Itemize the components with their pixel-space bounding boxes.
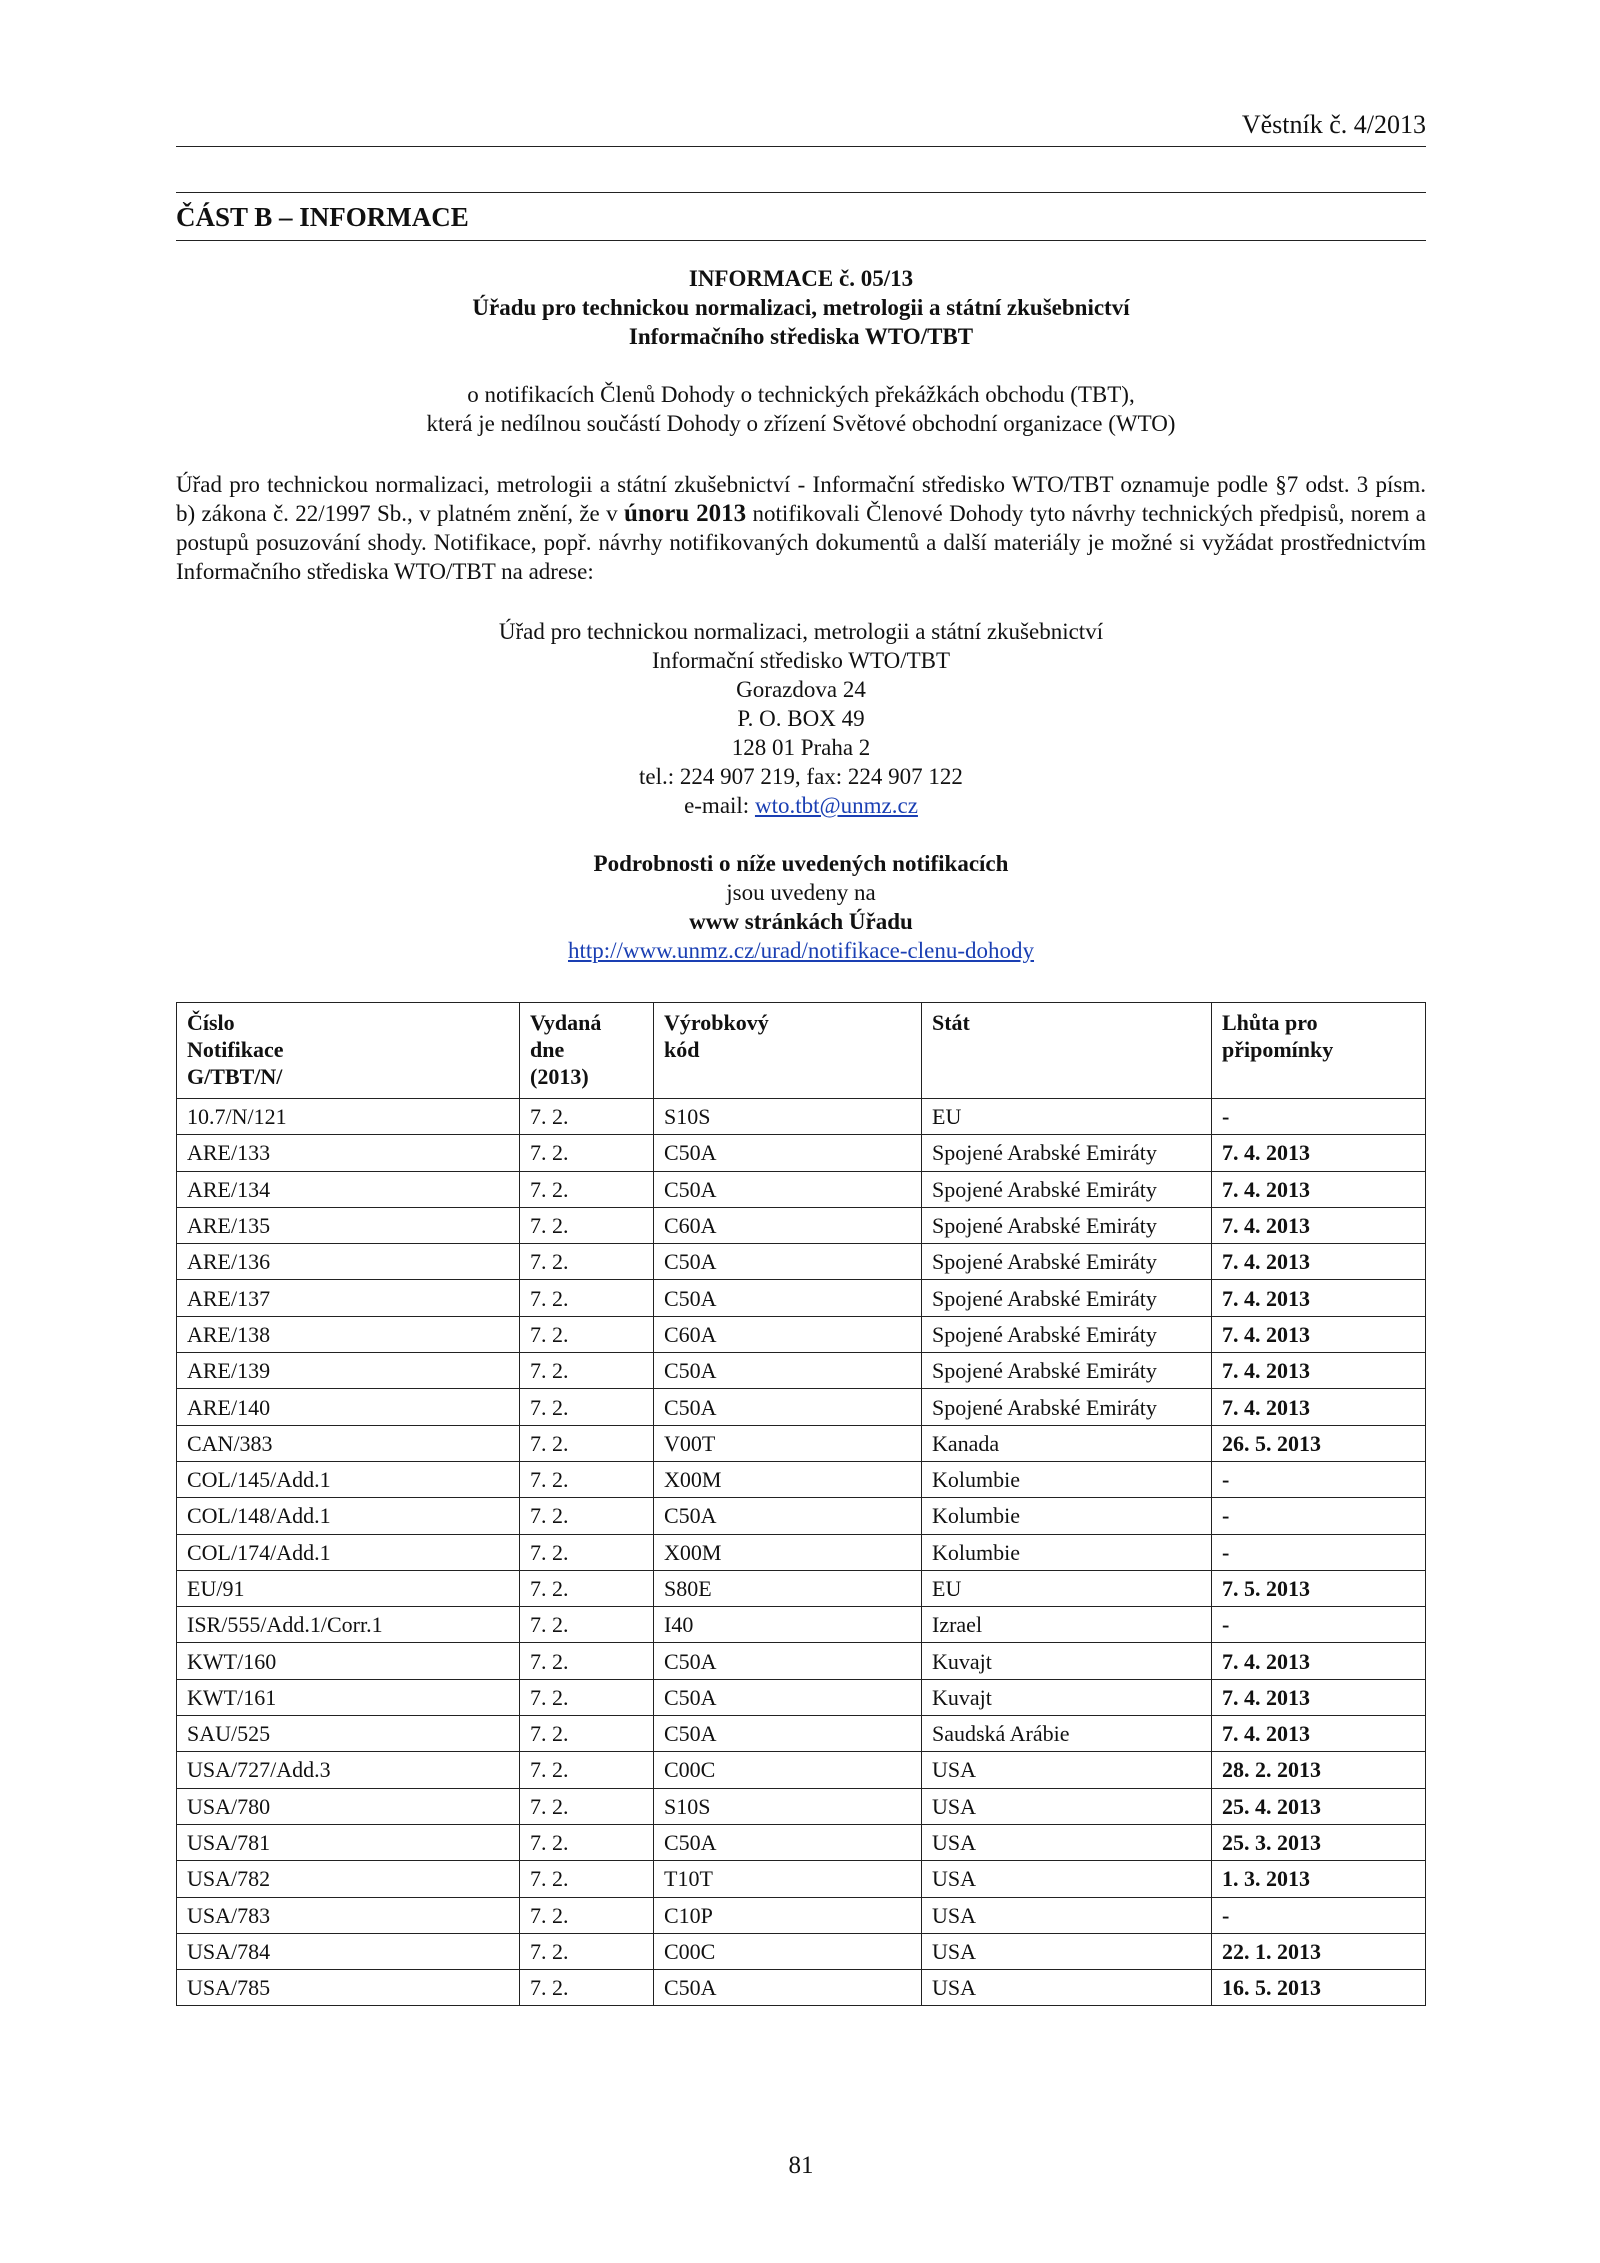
- subject-line-2: která je nedílnou součástí Dohody o zřízení Světové obchodní organizace (WTO): [426, 411, 1176, 436]
- table-row: [177, 1933, 1426, 1969]
- cell-country: USA: [922, 1861, 1212, 1897]
- address-line-4: P. O. BOX 49: [737, 706, 865, 731]
- cell-notification-number: COL/148/Add.1: [177, 1498, 520, 1534]
- section-rule-bottom: [176, 240, 1426, 241]
- cell-notification-number: COL/145/Add.1: [177, 1461, 520, 1497]
- email-line: [176, 791, 1426, 820]
- page-number: 81: [788, 2152, 814, 2179]
- cell-product-code: X00M: [654, 1534, 922, 1570]
- cell-deadline: 7. 4. 2013: [1212, 1280, 1426, 1316]
- cell-notification-number: SAU/525: [177, 1716, 520, 1752]
- cell-issued-date: 7. 2.: [520, 1643, 654, 1679]
- cell-country: Kolumbie: [922, 1498, 1212, 1534]
- cell-product-code: V00T: [654, 1425, 922, 1461]
- table-row: [177, 1171, 1426, 1207]
- table-row: [177, 1788, 1426, 1824]
- table-row: [177, 1752, 1426, 1788]
- cell-product-code: T10T: [654, 1861, 922, 1897]
- cell-notification-number: EU/91: [177, 1570, 520, 1606]
- table-row: [177, 1534, 1426, 1570]
- cell-country: USA: [922, 1752, 1212, 1788]
- cell-issued-date: 7. 2.: [520, 1280, 654, 1316]
- cell-issued-date: 7. 2.: [520, 1099, 654, 1135]
- cell-deadline: 7. 4. 2013: [1212, 1171, 1426, 1207]
- document-page: [176, 0, 1426, 2263]
- table-row: [177, 1897, 1426, 1933]
- header-country: [922, 1003, 1212, 1099]
- cell-deadline: 7. 4. 2013: [1212, 1353, 1426, 1389]
- cell-country: Spojené Arabské Emiráty: [922, 1207, 1212, 1243]
- cell-country: Spojené Arabské Emiráty: [922, 1316, 1212, 1352]
- header-text: připomínky: [1222, 1037, 1334, 1062]
- cell-country: USA: [922, 1897, 1212, 1933]
- cell-issued-date: 7. 2.: [520, 1135, 654, 1171]
- cell-issued-date: 7. 2.: [520, 1498, 654, 1534]
- information-heading: [176, 264, 1426, 351]
- header-text: kód: [664, 1037, 700, 1062]
- table-row: [177, 1425, 1426, 1461]
- details-url-link[interactable]: http://www.unmz.cz/urad/notifikace-clenu-dohody: [567, 938, 1035, 963]
- cell-issued-date: 7. 2.: [520, 1207, 654, 1243]
- table-header-row: [177, 1003, 1426, 1099]
- cell-product-code: C50A: [654, 1679, 922, 1715]
- table-row: [177, 1970, 1426, 2006]
- details-line-3: www stránkách Úřadu: [689, 909, 913, 934]
- header-text: Výrobkový: [664, 1010, 769, 1035]
- cell-notification-number: KWT/160: [177, 1643, 520, 1679]
- cell-product-code: C10P: [654, 1897, 922, 1933]
- cell-notification-number: ARE/135: [177, 1207, 520, 1243]
- cell-country: Spojené Arabské Emiráty: [922, 1280, 1212, 1316]
- cell-issued-date: 7. 2.: [520, 1534, 654, 1570]
- details-block: [176, 849, 1426, 965]
- cell-deadline: 28. 2. 2013: [1212, 1752, 1426, 1788]
- running-head: Věstník č. 4/2013: [1241, 110, 1426, 139]
- header-text: (2013): [530, 1064, 589, 1089]
- cell-country: Kolumbie: [922, 1534, 1212, 1570]
- subject-line-1: o notifikacích Členů Dohody o technických překážkách obchodu (TBT),: [467, 382, 1135, 407]
- table-row: [177, 1607, 1426, 1643]
- cell-notification-number: USA/727/Add.3: [177, 1752, 520, 1788]
- details-line-2: jsou uvedeny na: [726, 880, 876, 905]
- cell-deadline: 7. 4. 2013: [1212, 1679, 1426, 1715]
- cell-product-code: S10S: [654, 1099, 922, 1135]
- cell-country: Spojené Arabské Emiráty: [922, 1244, 1212, 1280]
- table-row: [177, 1135, 1426, 1171]
- cell-product-code: C50A: [654, 1135, 922, 1171]
- table-row: [177, 1099, 1426, 1135]
- header-text: Notifikace: [187, 1037, 284, 1062]
- cell-notification-number: ARE/134: [177, 1171, 520, 1207]
- cell-product-code: C00C: [654, 1752, 922, 1788]
- address-line-1: Úřad pro technickou normalizaci, metrologii a státní zkušebnictví: [498, 619, 1104, 644]
- cell-issued-date: 7. 2.: [520, 1607, 654, 1643]
- cell-country: Spojené Arabské Emiráty: [922, 1389, 1212, 1425]
- cell-issued-date: 7. 2.: [520, 1244, 654, 1280]
- header-product-code: [654, 1003, 922, 1099]
- cell-deadline: 7. 4. 2013: [1212, 1207, 1426, 1243]
- header-issued: [520, 1003, 654, 1099]
- header-text: Vydaná: [530, 1010, 602, 1035]
- cell-notification-number: USA/780: [177, 1788, 520, 1824]
- cell-product-code: I40: [654, 1607, 922, 1643]
- address-block: [176, 617, 1426, 820]
- cell-issued-date: 7. 2.: [520, 1861, 654, 1897]
- cell-deadline: -: [1212, 1897, 1426, 1933]
- intro-text-end: notifikovali Členové Dohody tyto návrhy technických předpisů, norem a postupů posuzování shody. Notifikace, popř. návrhy notifikovaných dokumentů a další materiály je možné si vyžádat prostřednictvím Informačního střediska WTO/TBT na adrese:: [176, 501, 1426, 584]
- cell-deadline: 7. 4. 2013: [1212, 1389, 1426, 1425]
- cell-notification-number: ARE/140: [177, 1389, 520, 1425]
- cell-issued-date: 7. 2.: [520, 1171, 654, 1207]
- cell-issued-date: 7. 2.: [520, 1716, 654, 1752]
- cell-issued-date: 7. 2.: [520, 1389, 654, 1425]
- cell-notification-number: ARE/136: [177, 1244, 520, 1280]
- header-text: G/TBT/N/: [187, 1064, 283, 1089]
- cell-notification-number: USA/781: [177, 1824, 520, 1860]
- table-row: [177, 1461, 1426, 1497]
- cell-issued-date: 7. 2.: [520, 1316, 654, 1352]
- email-prefix: e-mail:: [684, 793, 755, 818]
- cell-deadline: 7. 5. 2013: [1212, 1570, 1426, 1606]
- cell-country: Kanada: [922, 1425, 1212, 1461]
- cell-deadline: -: [1212, 1099, 1426, 1135]
- table-row: [177, 1207, 1426, 1243]
- cell-deadline: 16. 5. 2013: [1212, 1970, 1426, 2006]
- cell-deadline: 22. 1. 2013: [1212, 1933, 1426, 1969]
- cell-product-code: C50A: [654, 1171, 922, 1207]
- cell-country: EU: [922, 1570, 1212, 1606]
- table-row: [177, 1280, 1426, 1316]
- intro-emphasis-month: únoru 2013: [623, 500, 747, 527]
- header-deadline: [1212, 1003, 1426, 1099]
- cell-notification-number: USA/783: [177, 1897, 520, 1933]
- cell-issued-date: 7. 2.: [520, 1970, 654, 2006]
- cell-deadline: 25. 3. 2013: [1212, 1824, 1426, 1860]
- cell-notification-number: ARE/133: [177, 1135, 520, 1171]
- cell-country: Saudská Arábie: [922, 1716, 1212, 1752]
- cell-product-code: X00M: [654, 1461, 922, 1497]
- cell-country: Izrael: [922, 1607, 1212, 1643]
- cell-deadline: 7. 4. 2013: [1212, 1316, 1426, 1352]
- cell-notification-number: ARE/138: [177, 1316, 520, 1352]
- intro-text-start: Úřad pro technickou normalizaci, metrologii a státní zkušebnictví - Informační středisko WTO/TBT oznamuje podle §7 odst. 3 písm. b) zákona č. 22/1997 Sb., v platném znění, že v: [176, 472, 1426, 526]
- cell-country: USA: [922, 1824, 1212, 1860]
- table-row: [177, 1498, 1426, 1534]
- table-row: [177, 1643, 1426, 1679]
- cell-deadline: -: [1212, 1461, 1426, 1497]
- issuer-line-1: Úřadu pro technickou normalizaci, metrologii a státní zkušebnictví: [472, 295, 1130, 320]
- cell-notification-number: USA/785: [177, 1970, 520, 2006]
- table-row: [177, 1316, 1426, 1352]
- details-line-1: Podrobnosti o níže uvedených notifikacích: [593, 851, 1009, 876]
- header-text: Stát: [932, 1010, 970, 1035]
- header-text: Lhůta pro: [1222, 1010, 1318, 1035]
- cell-issued-date: 7. 2.: [520, 1461, 654, 1497]
- table-row: [177, 1716, 1426, 1752]
- cell-deadline: 26. 5. 2013: [1212, 1425, 1426, 1461]
- cell-product-code: C50A: [654, 1280, 922, 1316]
- intro-paragraph: [176, 470, 1426, 586]
- cell-product-code: C60A: [654, 1207, 922, 1243]
- table-row: [177, 1353, 1426, 1389]
- cell-notification-number: CAN/383: [177, 1425, 520, 1461]
- cell-product-code: C50A: [654, 1244, 922, 1280]
- cell-country: USA: [922, 1970, 1212, 2006]
- table-row: [177, 1861, 1426, 1897]
- address-line-6: tel.: 224 907 219, fax: 224 907 122: [639, 764, 963, 789]
- address-line-2: Informační středisko WTO/TBT: [651, 648, 951, 673]
- notifications-table: [176, 1002, 1426, 2006]
- cell-deadline: 7. 4. 2013: [1212, 1135, 1426, 1171]
- information-subject: [176, 380, 1426, 438]
- issuer-line-2: Informačního střediska WTO/TBT: [628, 324, 974, 349]
- section-title: ČÁST B – INFORMACE: [176, 202, 469, 232]
- cell-product-code: C50A: [654, 1389, 922, 1425]
- header-text: dne: [530, 1037, 565, 1062]
- cell-product-code: C50A: [654, 1353, 922, 1389]
- cell-notification-number: ARE/139: [177, 1353, 520, 1389]
- cell-issued-date: 7. 2.: [520, 1824, 654, 1860]
- cell-country: Spojené Arabské Emiráty: [922, 1353, 1212, 1389]
- cell-product-code: C50A: [654, 1824, 922, 1860]
- cell-deadline: 7. 4. 2013: [1212, 1244, 1426, 1280]
- address-line-5: 128 01 Praha 2: [731, 735, 871, 760]
- cell-deadline: 7. 4. 2013: [1212, 1643, 1426, 1679]
- cell-product-code: C50A: [654, 1498, 922, 1534]
- table-row: [177, 1570, 1426, 1606]
- cell-deadline: -: [1212, 1534, 1426, 1570]
- cell-issued-date: 7. 2.: [520, 1933, 654, 1969]
- cell-country: Kuvajt: [922, 1679, 1212, 1715]
- table-row: [177, 1824, 1426, 1860]
- cell-country: EU: [922, 1099, 1212, 1135]
- cell-issued-date: 7. 2.: [520, 1425, 654, 1461]
- cell-notification-number: USA/782: [177, 1861, 520, 1897]
- cell-product-code: C50A: [654, 1716, 922, 1752]
- header-rule: [176, 146, 1426, 147]
- cell-issued-date: 7. 2.: [520, 1570, 654, 1606]
- cell-notification-number: USA/784: [177, 1933, 520, 1969]
- cell-notification-number: COL/174/Add.1: [177, 1534, 520, 1570]
- cell-product-code: S80E: [654, 1570, 922, 1606]
- information-number: INFORMACE č. 05/13: [688, 266, 914, 291]
- email-link[interactable]: wto.tbt@unmz.cz: [754, 793, 918, 818]
- section-rule-top: [176, 192, 1426, 193]
- table-row: [177, 1244, 1426, 1280]
- cell-issued-date: 7. 2.: [520, 1788, 654, 1824]
- cell-country: Kuvajt: [922, 1643, 1212, 1679]
- cell-deadline: 25. 4. 2013: [1212, 1788, 1426, 1824]
- cell-product-code: S10S: [654, 1788, 922, 1824]
- cell-country: Kolumbie: [922, 1461, 1212, 1497]
- cell-issued-date: 7. 2.: [520, 1353, 654, 1389]
- table-row: [177, 1389, 1426, 1425]
- cell-deadline: -: [1212, 1607, 1426, 1643]
- cell-notification-number: KWT/161: [177, 1679, 520, 1715]
- cell-country: USA: [922, 1788, 1212, 1824]
- header-notification-number: [177, 1003, 520, 1099]
- cell-notification-number: ARE/137: [177, 1280, 520, 1316]
- cell-country: USA: [922, 1933, 1212, 1969]
- cell-product-code: C50A: [654, 1643, 922, 1679]
- address-line-3: Gorazdova 24: [736, 677, 866, 702]
- cell-notification-number: 10.7/N/121: [177, 1099, 520, 1135]
- table-body: [177, 1099, 1426, 2006]
- cell-product-code: C60A: [654, 1316, 922, 1352]
- cell-issued-date: 7. 2.: [520, 1752, 654, 1788]
- cell-country: Spojené Arabské Emiráty: [922, 1135, 1212, 1171]
- cell-country: Spojené Arabské Emiráty: [922, 1171, 1212, 1207]
- table-row: [177, 1679, 1426, 1715]
- cell-deadline: 1. 3. 2013: [1212, 1861, 1426, 1897]
- cell-deadline: -: [1212, 1498, 1426, 1534]
- cell-product-code: C00C: [654, 1933, 922, 1969]
- cell-deadline: 7. 4. 2013: [1212, 1716, 1426, 1752]
- cell-issued-date: 7. 2.: [520, 1679, 654, 1715]
- cell-issued-date: 7. 2.: [520, 1897, 654, 1933]
- cell-notification-number: ISR/555/Add.1/Corr.1: [177, 1607, 520, 1643]
- header-text: Číslo: [187, 1010, 235, 1035]
- cell-product-code: C50A: [654, 1970, 922, 2006]
